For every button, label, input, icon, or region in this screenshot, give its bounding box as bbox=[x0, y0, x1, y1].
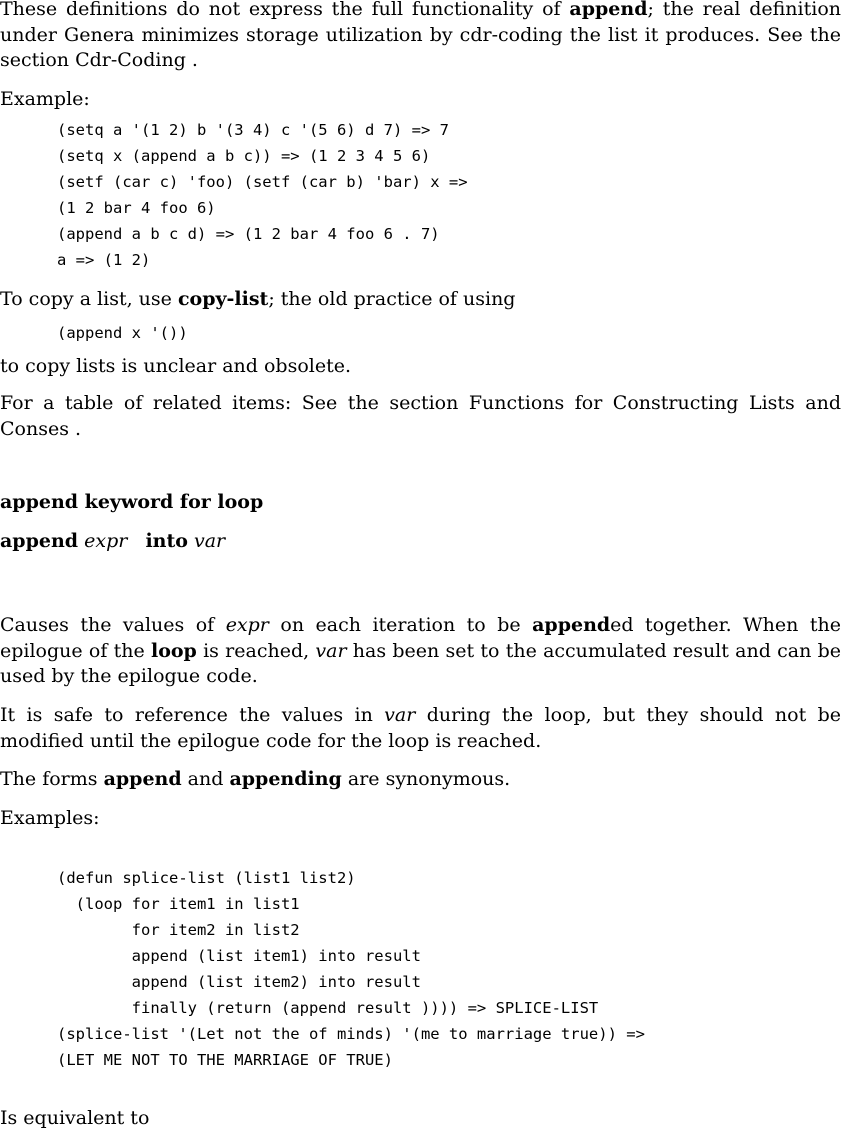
example-label: Example: bbox=[0, 88, 90, 110]
safe-paragraph: It is safe to reference the values in var during the loop, but they should not be modified until the epilogue code for the loop is reached. bbox=[0, 704, 841, 752]
code-line: append (list item2) into result bbox=[57, 973, 421, 991]
append-term: append bbox=[569, 0, 648, 20]
copy-code: (append x '()) bbox=[57, 324, 188, 342]
section-heading: append keyword for loop bbox=[0, 491, 264, 513]
code-line: (setq a '(1 2) b '(3 4) c '(5 6) d 7) => 7 bbox=[57, 121, 449, 139]
code-line: (loop for item1 in list1 bbox=[57, 895, 300, 913]
code-line: (1 2 bar 4 foo 6) bbox=[57, 199, 216, 217]
code-line: for item2 in list2 bbox=[57, 921, 300, 939]
code-line: a => (1 2) bbox=[57, 251, 151, 269]
code-line: append (list item1) into result bbox=[57, 947, 421, 965]
code-line: (defun splice-list (list1 list2) bbox=[57, 869, 356, 887]
intro-paragraph: These definitions do not express the full functionality of append; the real definition under Genera minimizes storage utilization by cdr-coding the list it produces. See the section Cdr-Coding . bbox=[0, 0, 841, 71]
code-line: (splice-list '(Let not the of minds) '(me to marriage true)) => bbox=[57, 1025, 645, 1043]
code-line: finally (return (append result )))) => SPLICE-LIST bbox=[57, 999, 599, 1017]
code-line: (LET ME NOT TO THE MARRIAGE OF TRUE) bbox=[57, 1051, 393, 1069]
copy-list-term: copy-list bbox=[177, 288, 269, 310]
obsolete-paragraph: to copy lists is unclear and obsolete. bbox=[0, 355, 352, 377]
example-code-block bbox=[57, 117, 468, 273]
code-line: (append a b c d) => (1 2 bar 4 foo 6 . 7) bbox=[57, 225, 440, 243]
causes-paragraph: Causes the values of expr on each iteration to be appended together. When the epilogue of the loop is reached, var has been set to the accumulated result and can be used by the epilogue code. bbox=[0, 614, 841, 687]
examples-label: Examples: bbox=[0, 807, 100, 829]
copy-list-paragraph: To copy a list, use copy-list; the old practice of using bbox=[0, 288, 516, 310]
code-line: (setq x (append a b c)) => (1 2 3 4 5 6) bbox=[57, 147, 431, 165]
examples-code-block bbox=[57, 865, 645, 1073]
related-items-paragraph: For a table of related items: See the section Functions for Constructing Lists and Conses . bbox=[0, 392, 841, 440]
equivalent-paragraph: Is equivalent to bbox=[0, 1107, 150, 1129]
code-line: (setf (car c) 'foo) (setf (car b) 'bar) x => bbox=[57, 173, 468, 191]
syntax-line: append expr into var bbox=[0, 530, 226, 552]
forms-paragraph: The forms append and appending are synonymous. bbox=[0, 768, 511, 790]
